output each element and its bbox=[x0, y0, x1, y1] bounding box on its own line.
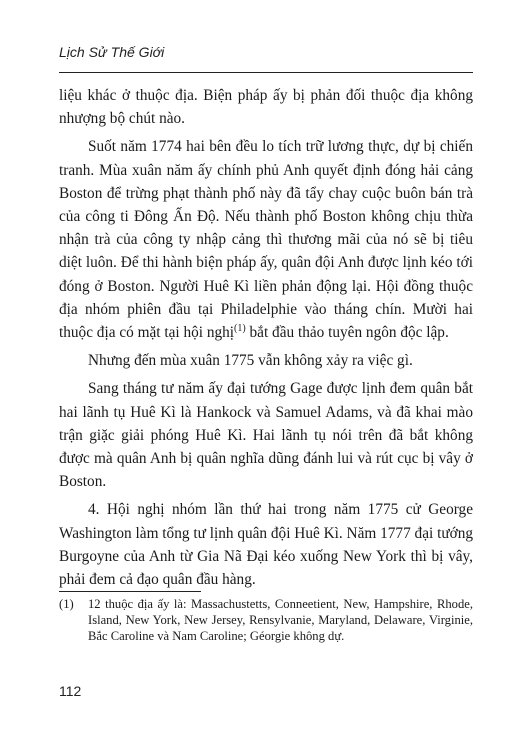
paragraph-4: Sang tháng tư năm ấy đại tướng Gage được lịnh đem quân bắt hai lãnh tụ Huê Kì là Hankock và Samuel Adams, và đã khai mào trận giặc giải phóng Huê Kì. Hai lãnh tụ nói trên đã bắt không được mà quân Anh bị quân nghĩa dũng đánh lui và rút cục bị vây ở Boston. bbox=[59, 380, 473, 491]
paragraph-2-text: Suốt năm 1774 hai bên đều lo tích trữ lương thực, dự bị chiến tranh. Mùa xuân năm ấy chính phủ Anh quyết định đóng hải cảng Boston để trừng phạt thành phố này đã tẩy chay cuộc buôn bán trà của công ti Đông Ấn Độ. Nếu thành phố Boston không chịu thừa nhận trà của công ty nhập cảng thì thương mãi của nó sẽ bị tiêu diệt luôn. Để thi hành biện pháp ấy, quân đội Anh được lịnh kéo tới đóng ở Boston. Người Huê Kì liền phản động lại. Hội đồng thuộc địa nhóm phiên đầu tại Philadelphie vào tháng chín. Mười hai thuộc địa có mặt tại hội nghị bbox=[59, 138, 473, 342]
footnote-reference: (1) bbox=[234, 322, 246, 334]
page-number: 112 bbox=[59, 683, 82, 699]
paragraph-5: 4. Hội nghị nhóm lần thứ hai trong năm 1775 cử George Washington làm tổng tư lịnh quân đội Huê Kì. Năm 1777 đại tướng Burgoyne của Anh từ Gia Nã Đại kéo xuống New York thì bị vây, phải đem cả đạo quân đầu hàng. bbox=[59, 501, 473, 589]
footnote-rule bbox=[59, 591, 201, 592]
footnote bbox=[59, 596, 473, 644]
footnote-mark: (1) bbox=[59, 597, 74, 611]
paragraph-2-tail: bắt đầu thảo tuyên ngôn độc lập. bbox=[249, 324, 449, 342]
paragraph-3: Nhưng đến mùa xuân 1775 vẫn không xảy ra việc gì. bbox=[88, 352, 413, 370]
footnote-text: 12 thuộc địa ấy là: Massachustetts, Conneetient, New, Hampshire, Rhode, Island, New York, New Jersey, Rensylvanie, Maryland, Delaware, Virginie, Bắc Caroline và Nam Caroline; Géorgie không dự. bbox=[88, 597, 473, 643]
running-header: Lịch Sử Thế Giới bbox=[59, 44, 165, 60]
paragraph-2 bbox=[59, 135, 473, 344]
paragraph-1: liệu khác ở thuộc địa. Biện pháp ấy bị phản đối thuộc địa không nhượng bộ chút nào. bbox=[59, 87, 473, 128]
body-text bbox=[59, 84, 473, 596]
header-rule bbox=[59, 72, 473, 73]
